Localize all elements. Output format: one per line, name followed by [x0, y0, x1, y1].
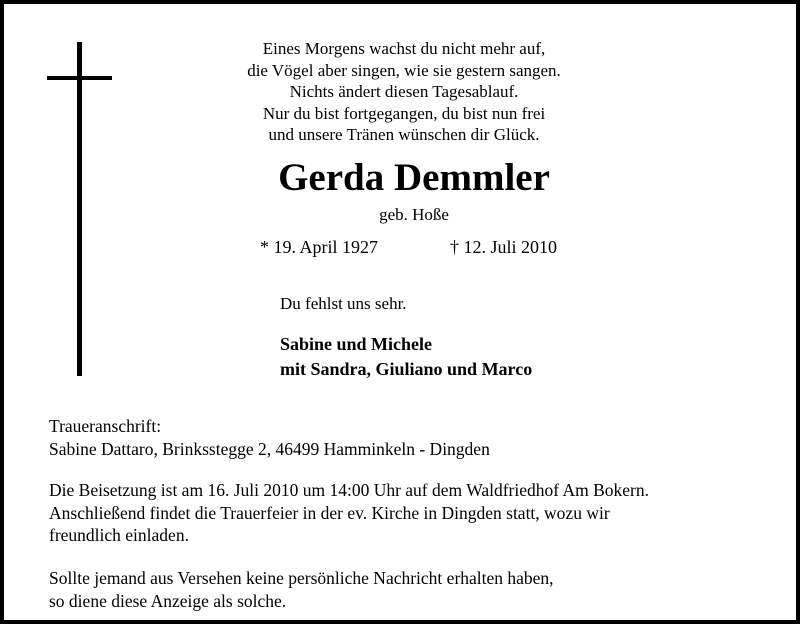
funeral-info: [49, 479, 789, 547]
poem-line: die Vögel aber singen, wie sie gestern sangen.: [247, 60, 561, 80]
mourning-address: [49, 415, 789, 460]
deceased-name: Gerda Demmler: [278, 156, 550, 199]
funeral-line: freundlich einladen.: [49, 525, 189, 545]
death-date: † 12. Juli 2010: [450, 237, 558, 257]
poem-line: Eines Morgens wachst du nicht mehr auf,: [262, 39, 546, 58]
signer-line: Sabine und Michele: [280, 334, 433, 354]
signer-line: mit Sandra, Giuliano und Marco: [280, 359, 533, 379]
cross-horizontal-bar: [47, 76, 112, 80]
poem-line: Nur du bist fortgegangen, du bist nun frei: [262, 103, 546, 123]
poem: [204, 38, 604, 146]
address-line: Sabine Dattaro, Brinksstegge 2, 46499 Hamminkeln - Dingden: [49, 438, 490, 459]
notice-line: Sollte jemand aus Versehen keine persönliche Nachricht erhalten haben,: [49, 568, 554, 588]
born-name: geb. Hoße: [379, 205, 449, 224]
notice-text: [49, 567, 789, 612]
poem-line: Nichts ändert diesen Tagesablauf.: [289, 82, 519, 102]
funeral-line: Anschließend findet die Trauerfeier in der ev. Kirche in Dingden statt, wozu wir: [49, 502, 610, 523]
address-label: Traueranschrift:: [49, 416, 162, 436]
birth-date: * 19. April 1927: [260, 237, 379, 257]
notice-line: so diene diese Anzeige als solche.: [49, 590, 287, 611]
signers: [280, 332, 532, 382]
personal-message: Du fehlst uns sehr.: [280, 294, 407, 313]
poem-line: und unsere Tränen wünschen dir Glück.: [268, 125, 540, 145]
cross-vertical-bar: [77, 42, 82, 376]
funeral-line: Die Beisetzung ist am 16. Juli 2010 um 14:00 Uhr auf dem Waldfriedhof Am Bokern.: [49, 480, 649, 500]
